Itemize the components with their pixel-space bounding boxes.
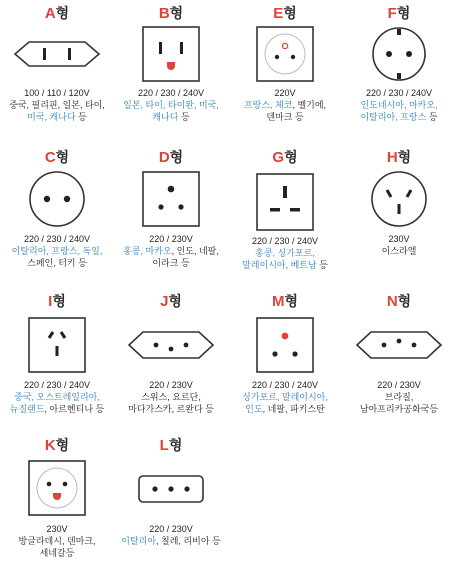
country-text: 등: [178, 112, 190, 122]
plug-type-k: [0, 432, 114, 559]
country-text: 프랑스, 체코: [243, 100, 293, 110]
country-text: 말레이시아, 베트남: [242, 260, 317, 270]
country-text: 덴마크 등: [266, 112, 304, 122]
type-j-socket-icon: [121, 314, 221, 374]
country-list: [342, 391, 456, 415]
country-text: 인도네시아, 마카오,: [360, 100, 438, 110]
country-list: [0, 391, 114, 415]
voltage-label: 220 / 230V: [377, 380, 421, 390]
voltage-label: 220 / 230 / 240V: [23, 380, 91, 390]
country-list: [228, 391, 342, 415]
plug-type-title: F형: [387, 5, 411, 22]
voltage-label: 220V: [274, 88, 296, 98]
type-b-socket-icon: [121, 26, 221, 82]
country-list: [114, 245, 228, 269]
country-text: 등: [75, 112, 87, 122]
country-text: 캐나다: [152, 112, 179, 122]
plug-type-e: [228, 0, 342, 123]
plug-type-title: H형: [386, 149, 412, 166]
country-text: 이탈리아, 프랑스: [360, 112, 427, 122]
type-c-socket-icon: [7, 170, 107, 228]
country-list: [228, 247, 342, 271]
country-text: 인도: [245, 404, 263, 414]
country-list: [0, 99, 114, 123]
type-d-socket-icon: [121, 170, 221, 228]
voltage-label: 220 / 230 / 240V: [251, 236, 319, 246]
voltage-label: 220 / 230V: [149, 234, 193, 244]
country-text: 등: [429, 404, 439, 414]
type-n-socket-icon: [349, 314, 449, 374]
plug-type-title: A형: [44, 5, 70, 22]
type-l-socket-icon: [121, 458, 221, 518]
country-text: 이라크 등: [152, 258, 190, 268]
voltage-label: 220 / 230 / 240V: [23, 234, 91, 244]
type-m-socket-icon: [235, 314, 335, 374]
country-text: , 인도, 네팔,: [171, 246, 219, 256]
voltage-label: 220 / 230V: [149, 380, 193, 390]
plug-type-title: L형: [159, 437, 183, 454]
country-list: [0, 245, 114, 269]
plug-type-title: I형: [48, 293, 66, 310]
plug-type-title: K형: [44, 437, 70, 454]
voltage-label: 100 / 110 / 120V: [24, 88, 90, 98]
country-text: 이탈리아, 프랑스, 독일,: [11, 246, 103, 256]
country-text: 등: [426, 112, 438, 122]
country-list: [114, 535, 228, 547]
country-text: 이탈리아: [121, 536, 157, 546]
country-text: 이스라엘: [381, 246, 417, 256]
voltage-label: 220 / 230 / 240V: [365, 88, 433, 98]
country-text: 싱가포르, 말레이시아,: [242, 392, 328, 402]
country-text: 등: [65, 548, 75, 558]
plug-type-g: [228, 144, 342, 271]
type-f-socket-icon: [349, 26, 449, 82]
country-text: 일본, 타이, 타이완, 미국,: [123, 100, 219, 110]
country-text: 마다가스카, 르완다 등: [128, 404, 214, 414]
type-e-socket-icon: [235, 26, 335, 82]
plug-type-title: B형: [158, 5, 184, 22]
plug-type-l: [114, 432, 228, 547]
country-text: , 아르헨티나 등: [44, 404, 105, 414]
type-a-socket-icon: [7, 26, 107, 82]
plug-type-c: [0, 144, 114, 269]
plug-type-b: [114, 0, 228, 123]
country-text: 홍콩, 마카오: [123, 246, 172, 256]
plug-type-title: J형: [160, 293, 182, 310]
plug-type-title: M형: [271, 293, 299, 310]
country-list: [0, 535, 114, 559]
country-text: 홍콩, 싱가포르,: [255, 248, 315, 258]
country-text: 스위스, 요르단,: [141, 392, 201, 402]
plug-type-f: [342, 0, 456, 123]
voltage-label: 230V: [46, 524, 68, 534]
plug-type-i: [0, 288, 114, 415]
country-text: 중국, 오스트레일리아,: [14, 392, 100, 402]
country-text: 스페인, 터키 등: [27, 258, 87, 268]
type-k-socket-icon: [7, 458, 107, 518]
plug-type-title: N형: [386, 293, 412, 310]
country-text: , 벨기에,: [292, 100, 327, 110]
plug-type-j: [114, 288, 228, 415]
plug-type-title: G형: [272, 149, 298, 166]
country-list: [342, 245, 456, 257]
country-text: , 네팔, 파키스탄: [262, 404, 325, 414]
plug-type-a: [0, 0, 114, 123]
voltage-label: 220 / 230 / 240V: [251, 380, 319, 390]
type-h-socket-icon: [349, 170, 449, 228]
plug-type-h: [342, 144, 456, 257]
country-list: [114, 391, 228, 415]
voltage-label: 220 / 230V: [149, 524, 193, 534]
country-text: 방글라데시, 덴마크, 세네갈: [18, 536, 96, 558]
plug-type-title: D형: [158, 149, 184, 166]
plug-type-title: C형: [44, 149, 70, 166]
plug-type-d: [114, 144, 228, 269]
plug-type-n: [342, 288, 456, 415]
country-text: 등: [316, 260, 328, 270]
country-text: , 칠레, 리비아 등: [156, 536, 221, 546]
country-text: 미국, 캐나다: [27, 112, 76, 122]
plug-type-title: E형: [273, 5, 297, 22]
country-text: 중국, 필리핀, 일본, 타이,: [9, 100, 105, 110]
type-g-socket-icon: [235, 170, 335, 234]
type-i-socket-icon: [7, 314, 107, 374]
voltage-label: 220 / 230 / 240V: [137, 88, 205, 98]
voltage-label: 230V: [388, 234, 410, 244]
country-list: [228, 99, 342, 123]
country-list: [342, 99, 456, 123]
country-list: [114, 99, 228, 123]
plug-type-m: [228, 288, 342, 415]
country-text: 브라질, 남아프리카공화국: [359, 392, 430, 414]
country-text: 뉴질랜드: [9, 404, 45, 414]
